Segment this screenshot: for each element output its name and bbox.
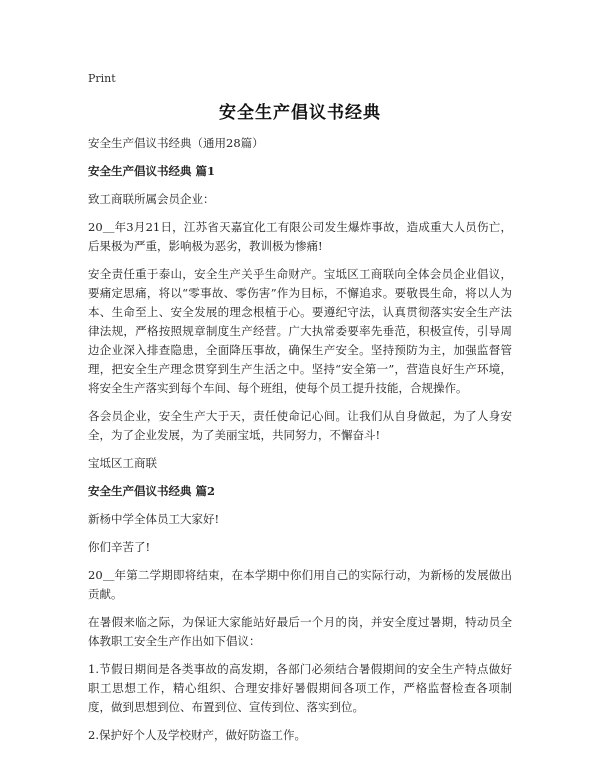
paragraph: 致工商联所属会员企业： (88, 192, 215, 206)
document-subtitle: 安全生产倡议书经典（通用28篇） (88, 136, 264, 150)
paragraph: 安全责任重于泰山，安全生产关乎生命财产。宝坻区工商联向全体会员企业倡议，要痛定思痛，将以“零事故、零伤害”作为目标，不懈追求。要敬畏生命，将以人为本、生命至上、安全发展的理念根植于心。要遵纪守法，认真贯彻落实安全生产法律法规，严格按照规章制度生产经营。广大执常委要率先垂范，积极宣传，引导周边企业深入排查隐患，全面降压事故，确保生产安全。坚持预防为主，加强监督管理，把安全生产理念贯穿到生产生活之中。坚持“安全第一”，营造良好生产环境，将安全生产落实到每个车间、每个班组，使每个员工提升技能，合规操作。 (88, 267, 512, 395)
paragraph: 新杨中学全体员工大家好! (88, 512, 220, 526)
signature-line: 宝坻区工商联 (88, 456, 157, 470)
paragraph: 2.保护好个人及学校财产，做好防盗工作。 (88, 728, 306, 742)
print-label[interactable]: Print (88, 72, 116, 85)
section-heading: 安全生产倡议书经典 篇2 (88, 484, 216, 498)
paragraph: 1.节假日期间是各类事故的高发期，各部门必须结合暑假期间的安全生产特点做好职工思想工作，精心组织、合理安排好暑假期间各项工作，严格监督检查各项制度，做到思想到位、布置到位、宣传到位、落实到位。 (88, 662, 512, 714)
paragraph: 20＿年第二学期即将结束，在本学期中你们用自己的实际行动，为新杨的发展做出贡献。 (88, 568, 512, 601)
paragraph: 20＿年3月21日，江苏省天嘉宜化工有限公司发生爆炸事故，造成重大人员伤亡，后果极为严重，影响极为恶劣，教训极为惨痛! (88, 220, 512, 253)
document-body (88, 134, 512, 754)
section-heading: 安全生产倡议书经典 篇1 (88, 164, 216, 178)
paragraph: 你们辛苦了! (88, 540, 151, 554)
document-title: 安全生产倡议书经典 (219, 103, 381, 123)
paragraph: 在暑假来临之际，为保证大家能站好最后一个月的岗，并安全度过暑期，特动员全体教职工安全生产作出如下倡议： (88, 615, 512, 648)
paragraph: 各会员企业，安全生产大于天，责任使命记心间。让我们从自身做起，为了人身安全，为了企业发展，为了美丽宝坻，共同努力，不懈奋斗! (88, 409, 512, 442)
